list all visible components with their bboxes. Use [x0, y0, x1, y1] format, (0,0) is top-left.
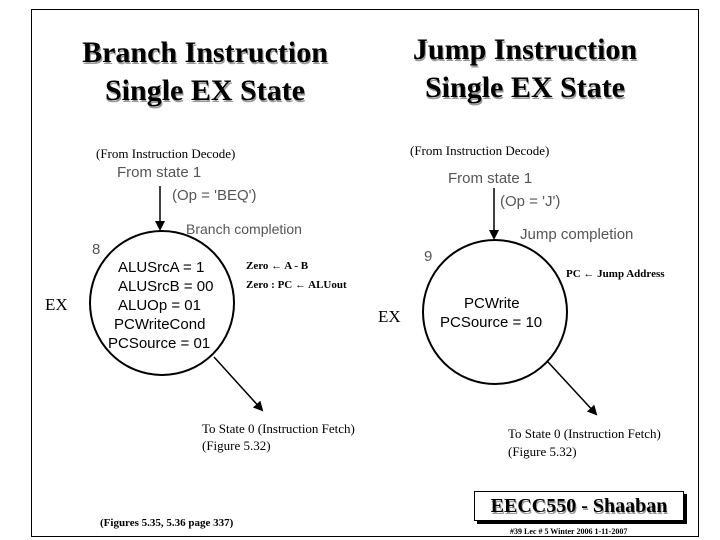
branch-title-line1: Branch Instruction	[82, 36, 328, 69]
branch-from-decode: (From Instruction Decode)	[96, 146, 236, 161]
jump-rtl: PC ← Jump Address	[566, 268, 665, 280]
branch-to-state: To State 0 (Instruction Fetch)	[202, 421, 355, 436]
branch-title-line2: Single EX State	[104, 74, 305, 107]
branch-exit-arrow	[214, 357, 262, 410]
jump-title-line2: Single EX State	[424, 71, 625, 104]
branch-ex-label: EX	[45, 295, 68, 314]
branch-from-state: From state 1	[117, 164, 202, 181]
jump-figure-ref: (Figure 5.32)	[508, 444, 577, 459]
jump-ex-label: EX	[378, 307, 401, 326]
branch-signal: ALUSrcB = 00	[118, 278, 214, 295]
branch-signal-list	[108, 258, 228, 353]
branch-figure-ref: (Figure 5.32)	[202, 438, 271, 453]
jump-from-state: From state 1	[448, 170, 533, 187]
jump-exit-arrow	[548, 362, 596, 414]
jump-to-state: To State 0 (Instruction Fetch)	[508, 426, 661, 441]
jump-signal: PCWrite	[464, 295, 520, 312]
branch-signal: PCWriteCond	[114, 316, 206, 333]
jump-signal-list	[440, 294, 560, 332]
jump-op-condition: (Op = 'J')	[500, 193, 561, 210]
branch-rtl-line2: Zero : PC ← ALUout	[246, 279, 347, 291]
branch-rtl-line1: Zero ← A - B	[246, 260, 309, 272]
course-badge: EECC550 - Shaaban	[474, 491, 684, 521]
jump-state-number: 9	[424, 248, 433, 265]
branch-completion-label: Branch completion	[186, 221, 302, 237]
branch-signal: PCSource = 01	[108, 335, 211, 352]
jump-completion-label: Jump completion	[520, 226, 634, 243]
branch-signal: ALUSrcA = 1	[118, 259, 205, 276]
branch-signal: ALUOp = 01	[118, 297, 201, 314]
lecture-info: #39 Lec # 5 Winter 2006 1-11-2007	[510, 527, 628, 536]
jump-title-line1: Jump Instruction	[412, 33, 638, 66]
figures-reference: (Figures 5.35, 5.36 page 337)	[100, 517, 234, 529]
branch-state-number: 8	[92, 241, 101, 258]
jump-from-decode: (From Instruction Decode)	[410, 143, 550, 158]
jump-signal: PCSource = 10	[440, 314, 543, 331]
branch-op-condition: (Op = 'BEQ')	[172, 187, 257, 204]
